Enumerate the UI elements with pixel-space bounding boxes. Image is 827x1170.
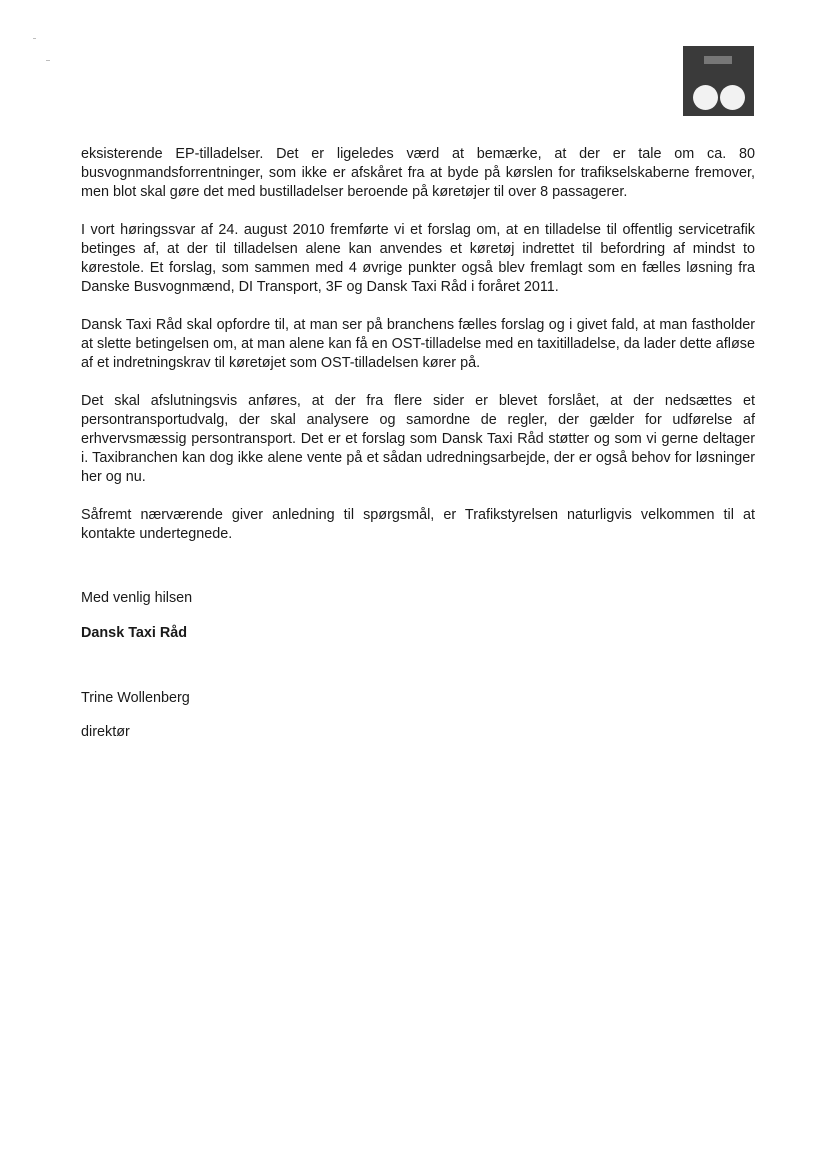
signatory-title: direktør [81, 724, 130, 740]
paragraph-contact: Såfremt nærværende giver anledning til spørgsmål, er Trafikstyrelsen naturligvis velkommen til at kontakte undertegnede. [81, 507, 755, 542]
scan-speck [33, 38, 36, 39]
paragraph-hearing-response: I vort høringssvar af 24. august 2010 fremførte vi et forslag om, at en tilladelse til offentlig servicetrafik betinges af, at der til tilladelsen alene kan anvendes et køretøj indrettet til befordring af mindst to kørestole. Et forslag, som sammen med 4 øvrige punkter også blev fremlagt som en fælles løsning fra Danske Busvognmænd, DI Transport, 3F og Dansk Taxi Råd i foråret 2011. [81, 222, 755, 295]
closing-organization: Dansk Taxi Råd [81, 625, 188, 641]
signatory-name: Trine Wollenberg [81, 690, 190, 706]
scan-speck [46, 60, 50, 61]
logo-slot-shape [704, 56, 732, 64]
paragraph-joint-proposal: Dansk Taxi Råd skal opfordre til, at man ser på branchens fælles forslag og i givet fald, at man fastholder at slette betingelsen om, at man alene kan få en OST-tilladelse med en taxitilladelse, da lader dette afløse af et indretningskrav til køretøjet som OST-tilladelsen kører på. [81, 317, 755, 371]
organization-logo [683, 46, 754, 116]
logo-right-circle [720, 85, 745, 110]
letter-body [81, 145, 755, 563]
closing-greeting: Med venlig hilsen [81, 590, 193, 606]
paragraph-transport-committee: Det skal afslutningsvis anføres, at der fra flere sider er blevet forslået, at der nedsættes et persontransportudvalg, der skal analysere og samordne de regler, der gælder for udførelse af erhvervsmæssig persontransport. Det er et forslag som Dansk Taxi Råd støtter og som vi gerne deltager i. Taxibranchen kan dog ikke alene vente på et sådan udredningsarbejde, der er også behov for løsninger her og nu. [81, 393, 755, 485]
paragraph-ep-permits: eksisterende EP-tilladelser. Det er ligeledes værd at bemærke, at der er tale om ca. 80 busvognmandsforrentninger, som ikke er afskåret fra at byde på kørslen for trafikselskaberne fremover, men blot skal gøre det med bustilladelser beroende på køretøjer til over 8 passagerer. [81, 146, 755, 200]
logo-left-circle [693, 85, 718, 110]
